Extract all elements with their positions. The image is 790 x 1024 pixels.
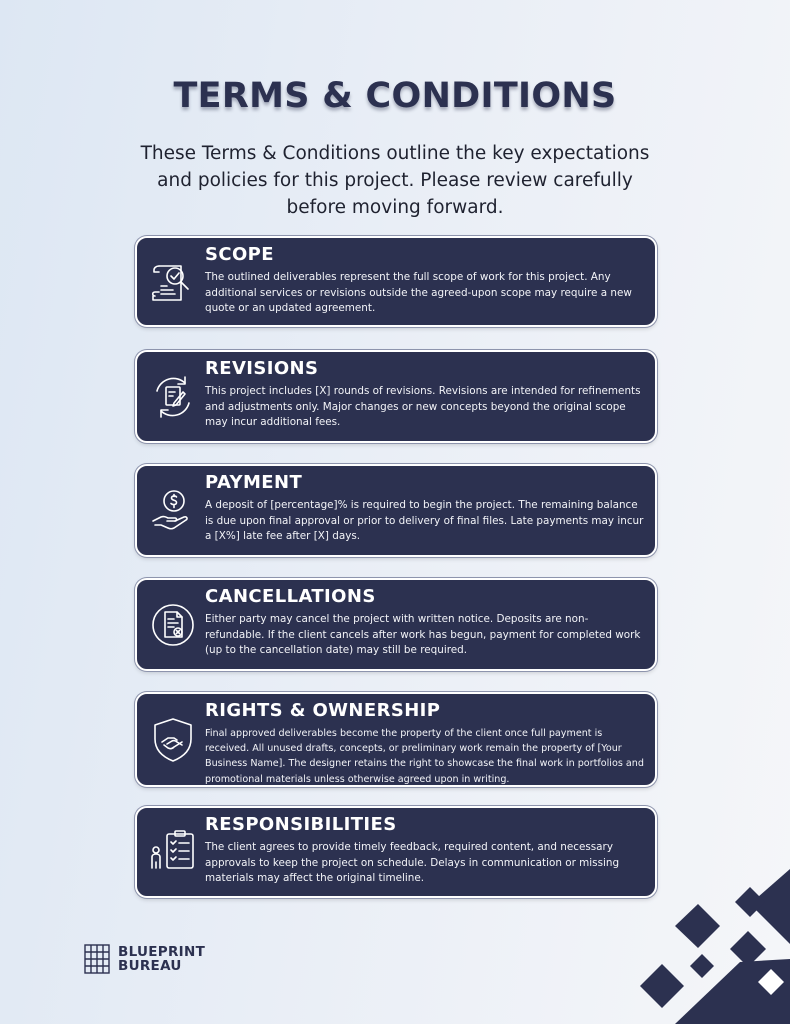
section-body: A deposit of [percentage]% is required to begin the project. The remaining balance is due upon final approval or prior to delivery of final files. Late payments may incur a [X%] late fee after [X] days. xyxy=(205,499,644,543)
intro-text: These Terms & Conditions outline the key expectations and policies for this project. Please review carefully before moving forward. xyxy=(140,143,650,218)
brand-name xyxy=(118,945,205,973)
section-heading: REVISIONS xyxy=(205,358,319,379)
brand-logo xyxy=(84,944,205,974)
document-search-icon xyxy=(145,254,201,310)
page-title: TERMS & CONDITIONS xyxy=(173,76,617,116)
payment-hand-icon xyxy=(145,483,201,539)
section-card-rights-ownership xyxy=(135,692,657,787)
section-heading: RIGHTS & OWNERSHIP xyxy=(205,700,441,721)
section-card-scope xyxy=(135,236,657,327)
section-card-payment xyxy=(135,464,657,557)
section-body: The outlined deliverables represent the full scope of work for this project. Any additional services or revisions outside the agreed-upon scope may require a new quote or an updated agreement. xyxy=(205,271,632,315)
section-body: The client agrees to provide timely feedback, required content, and necessary approvals to keep the project on schedule. Delays in communication or missing materials may affect the original timeline. xyxy=(205,841,620,885)
brand-name-line1: BLUEPRINT xyxy=(118,944,206,960)
section-card-revisions xyxy=(135,350,657,443)
cancel-document-icon xyxy=(145,597,201,653)
section-heading: PAYMENT xyxy=(205,472,303,493)
brand-name-line2: BUREAU xyxy=(118,958,182,974)
blueprint-grid-icon xyxy=(84,944,110,974)
section-card-responsibilities xyxy=(135,806,657,898)
section-card-cancellations xyxy=(135,578,657,671)
section-heading: RESPONSIBILITIES xyxy=(205,814,397,835)
checklist-person-icon xyxy=(145,824,201,880)
section-heading: CANCELLATIONS xyxy=(205,586,376,607)
section-heading: SCOPE xyxy=(205,244,274,265)
section-body: This project includes [X] rounds of revisions. Revisions are intended for refinements and adjustments only. Major changes or new concepts beyond the original scope may incur additional fees. xyxy=(205,385,641,429)
section-body: Final approved deliverables become the property of the client once full payment is received. All unused drafts, concepts, or preliminary work remain the property of [Your Business Name]. The designer retains the right to showcase the final work in portfolios and promotional materials unless otherwise agreed upon in writing. xyxy=(205,728,644,785)
decorative-squares xyxy=(640,864,790,1024)
revision-cycle-icon xyxy=(145,369,201,425)
shield-handshake-icon xyxy=(145,712,201,768)
section-body: Either party may cancel the project with written notice. Deposits are non-refundable. If the client cancels after work has begun, payment for completed work (up to the cancellation date) may still be required. xyxy=(205,613,641,657)
